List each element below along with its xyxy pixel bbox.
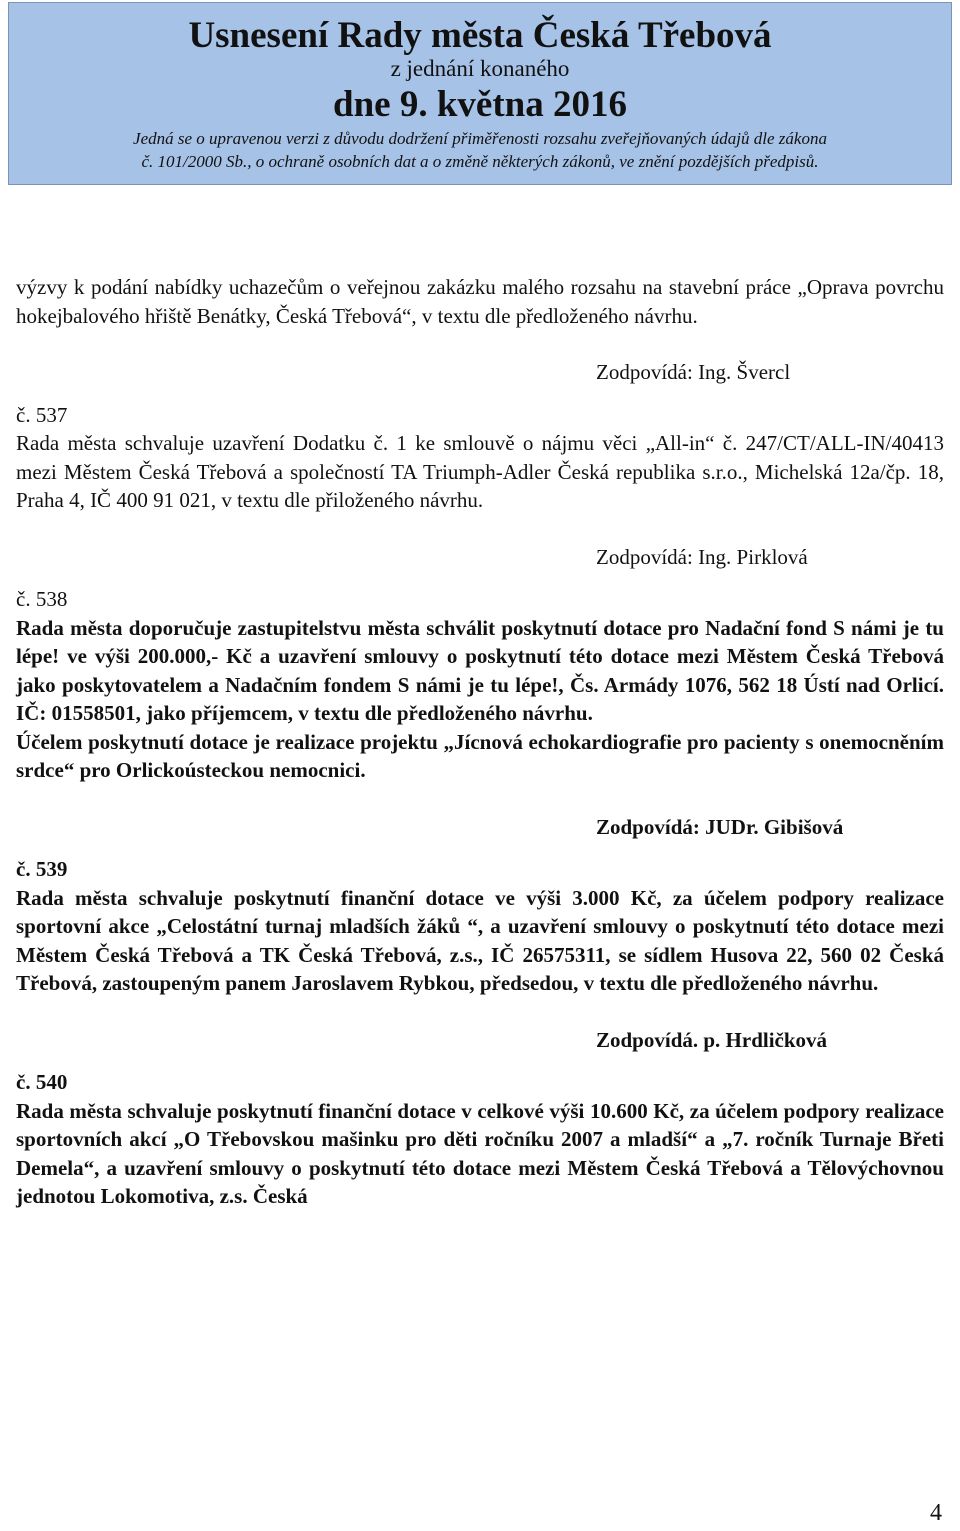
resolution-538-text: Rada města doporučuje zastupitelstvu města schválit poskytnutí dotace pro Nadační fond S námi je tu lépe! ve výši 200.000,- Kč a uzavření smlouvy o poskytnutí této dotace mezi Městem Česká Třebová jako poskytovatelem a Nadačním fondem S námi je tu lépe!, Čs. Armády 1076, 562 18 Ústí nad Orlicí. IČ: 01558501, jako příjemcem, v textu dle předloženého návrhu.	[16, 615, 944, 725]
page-number: 4	[930, 1500, 942, 1526]
intro-text: výzvy k podání nabídky uchazečům o veřejnou zakázku malého rozsahu na stavební práce „Oprava povrchu hokejbalového hřiště Benátky, Česká Třebová“, v textu dle předloženého návrhu.	[16, 275, 944, 328]
resolution-538-purpose: Účelem poskytnutí dotace je realizace projektu „Jícnová echokardiografie pro pacienty s onemocněním srdce“ pro Orlickoústeckou nemocnici.	[16, 729, 944, 782]
resolution-537-number: č. 537	[16, 402, 68, 427]
header-note-line-1: Jedná se o upravenou verzi z důvodu dodržení přiměřenosti rozsahu zveřejňovaných údajů dle zákona	[133, 129, 827, 148]
resolution-537-text: Rada města schvaluje uzavření Dodatku č. 1 ke smlouvě o nájmu věci „All-in“ č. 247/CT/ALL-IN/40413 mezi Městem Česká Třebová a společností TA Triumph-Adler Česká republika s.r.o., Michelská 12a/čp. 18, Praha 4, IČ 400 91 021, v textu dle přiloženého návrhu.	[16, 431, 944, 512]
document-body	[16, 273, 944, 1211]
document-subtitle: z jednání konaného	[390, 56, 570, 81]
resolution-537-responsible: Zodpovídá: Ing. Pirklová	[596, 544, 808, 569]
resolution-540-number: č. 540	[16, 1070, 68, 1094]
resolution-538-number: č. 538	[16, 587, 68, 611]
resolution-538-responsible: Zodpovídá: JUDr. Gibišová	[596, 814, 844, 839]
meeting-date: dne 9. května 2016	[333, 84, 627, 125]
document-title: Usnesení Rady města Česká Třebová	[188, 15, 772, 56]
resolution-539-number: č. 539	[16, 857, 68, 881]
resolution-539-text: Rada města schvaluje poskytnutí finanční dotace ve výši 3.000 Kč, za účelem podpory realizace sportovní akce „Celostátní turnaj mladších žáků “, a uzavření smlouvy o poskytnutí této dotace mezi Městem Česká Třebová a TK Česká Třebová, z.s., IČ 26575311, se sídlem Husova 22, 560 02 Česká Třebová, zastoupeným panem Jaroslavem Rybkou, předsedou, v textu dle předloženého návrhu.	[16, 885, 944, 995]
document-header	[8, 2, 952, 185]
resolution-539-responsible: Zodpovídá. p. Hrdličková	[596, 1027, 828, 1052]
intro-responsible: Zodpovídá: Ing. Švercl	[596, 360, 791, 384]
resolution-540-text: Rada města schvaluje poskytnutí finanční dotace v celkové výši 10.600 Kč, za účelem podpory realizace sportovních akcí „O Třebovskou mašinku pro děti ročníku 2007 a mladší“ a „7. ročník Turnaje Břeti Demela“, a uzavření smlouvy o poskytnutí této dotace mezi Městem Česká Třebová a Tělovýchovnou jednotou Lokomotiva, z.s. Česká	[16, 1098, 944, 1208]
header-note-line-2: č. 101/2000 Sb., o ochraně osobních dat a o změně některých zákonů, ve znění pozdějších předpisů.	[141, 152, 819, 171]
